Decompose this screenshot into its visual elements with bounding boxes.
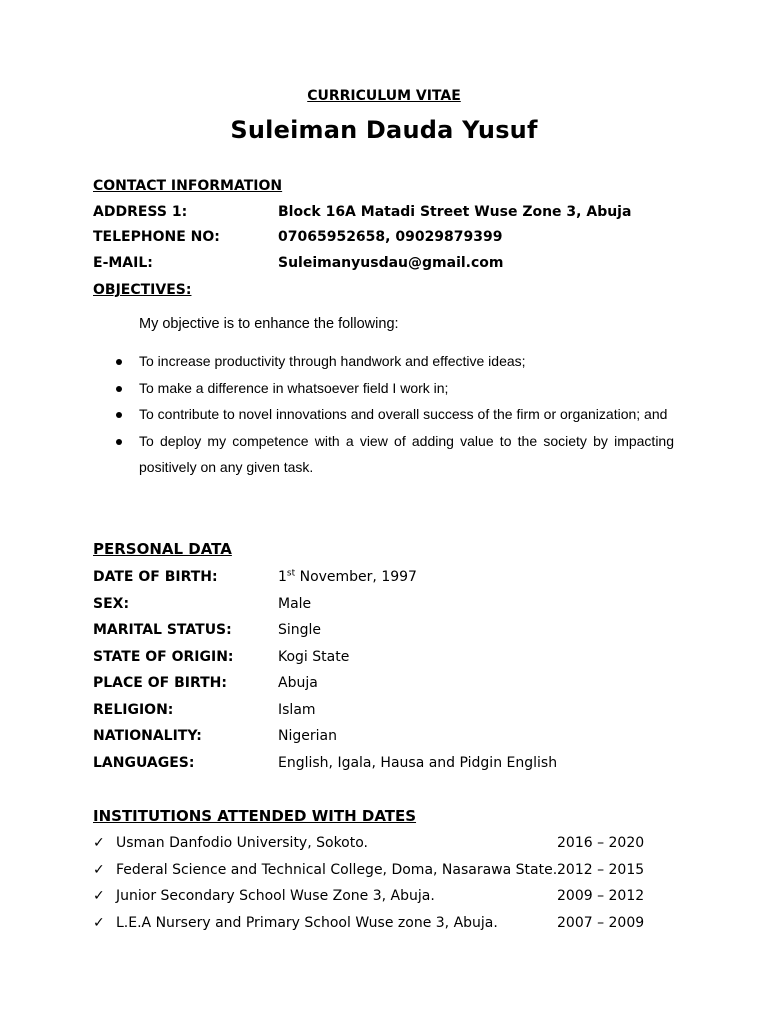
personal-row-sex [93,596,693,618]
institution-years: 2016 – 2020 [557,835,645,851]
institution-row [93,888,653,910]
bullet-icon [116,386,122,392]
personal-row-place-of-birth [93,675,693,697]
bullet-icon [116,359,122,365]
bullet-icon [116,439,122,445]
institution-name: Usman Danfodio University, Sokoto. [116,835,369,851]
contact-label: TELEPHONE NO: [93,229,220,245]
personal-label: SEX: [93,596,130,612]
institution-name: L.E.A Nursery and Primary School Wuse zone 3, Abuja. [116,915,498,931]
checkmark-icon: ✓ [93,888,105,904]
personal-label: LANGUAGES: [93,755,195,771]
institution-row [93,915,653,937]
institution-name: Federal Science and Technical College, Doma, Nasarawa State. [116,862,558,878]
personal-label: STATE OF ORIGIN: [93,649,234,665]
list-item [139,401,674,428]
institution-years: 2012 – 2015 [557,862,645,878]
personal-row-nationality [93,728,693,750]
institution-name: Junior Secondary School Wuse Zone 3, Abuja. [116,888,435,904]
personal-label: NATIONALITY: [93,728,202,744]
objective-text: To contribute to novel innovations and overall success of the firm or organization; and [139,406,668,422]
dob-suffix: st [286,568,296,579]
personal-value: Kogi State [278,649,350,665]
personal-value [278,569,417,585]
contact-heading: CONTACT INFORMATION [93,178,283,194]
objectives-heading: OBJECTIVES: [93,282,192,298]
personal-value: Islam [278,702,316,718]
personal-label: PLACE OF BIRTH: [93,675,227,691]
checkmark-icon: ✓ [93,835,105,851]
bullet-icon [116,412,122,418]
objectives-intro: My objective is to enhance the following: [139,316,399,332]
checkmark-icon: ✓ [93,862,105,878]
personal-label: DATE OF BIRTH: [93,569,218,585]
personal-row-dob [93,569,693,591]
dob-rest: November, 1997 [295,569,417,585]
personal-row-languages [93,755,693,777]
objective-text: To increase productivity through handwork and effective ideas; [139,353,526,369]
list-item [139,348,674,375]
contact-row-email [93,255,693,277]
contact-value: Suleimanyusdau@gmail.com [278,255,504,271]
contact-row-telephone [93,229,693,251]
institution-years: 2009 – 2012 [557,888,645,904]
personal-row-religion [93,702,693,724]
personal-row-marital-status [93,622,693,644]
list-item [139,375,674,402]
contact-value: Block 16A Matadi Street Wuse Zone 3, Abuja [278,204,632,220]
objective-text: To make a difference in whatsoever field I work in; [139,379,449,396]
checkmark-icon: ✓ [93,915,105,931]
personal-label: RELIGION: [93,702,174,718]
contact-label: E-MAIL: [93,255,153,271]
objective-text: To deploy my competence with a view of adding value to the society by impacting positively on any given task. [139,432,674,475]
contact-row-address [93,204,693,226]
document-title: CURRICULUM VITAE [307,88,461,104]
institution-row [93,862,653,884]
contact-value: 07065952658, 09029879399 [278,229,503,245]
institution-row [93,835,653,857]
personal-value: Male [278,596,312,612]
personal-row-state-of-origin [93,649,693,671]
personal-value: Abuja [278,675,318,691]
objectives-list [139,348,674,481]
candidate-name: Suleiman Dauda Yusuf [230,116,538,144]
personal-value: Nigerian [278,728,337,744]
dob-day: 1 [278,569,287,585]
personal-value: English, Igala, Hausa and Pidgin English [278,755,558,771]
contact-label: ADDRESS 1: [93,204,188,220]
institutions-heading: INSTITUTIONS ATTENDED WITH DATES [93,807,417,825]
personal-data-heading: PERSONAL DATA [93,540,232,558]
personal-value: Single [278,622,322,638]
list-item [139,428,674,481]
personal-label: MARITAL STATUS: [93,622,232,638]
institution-years: 2007 – 2009 [557,915,645,931]
